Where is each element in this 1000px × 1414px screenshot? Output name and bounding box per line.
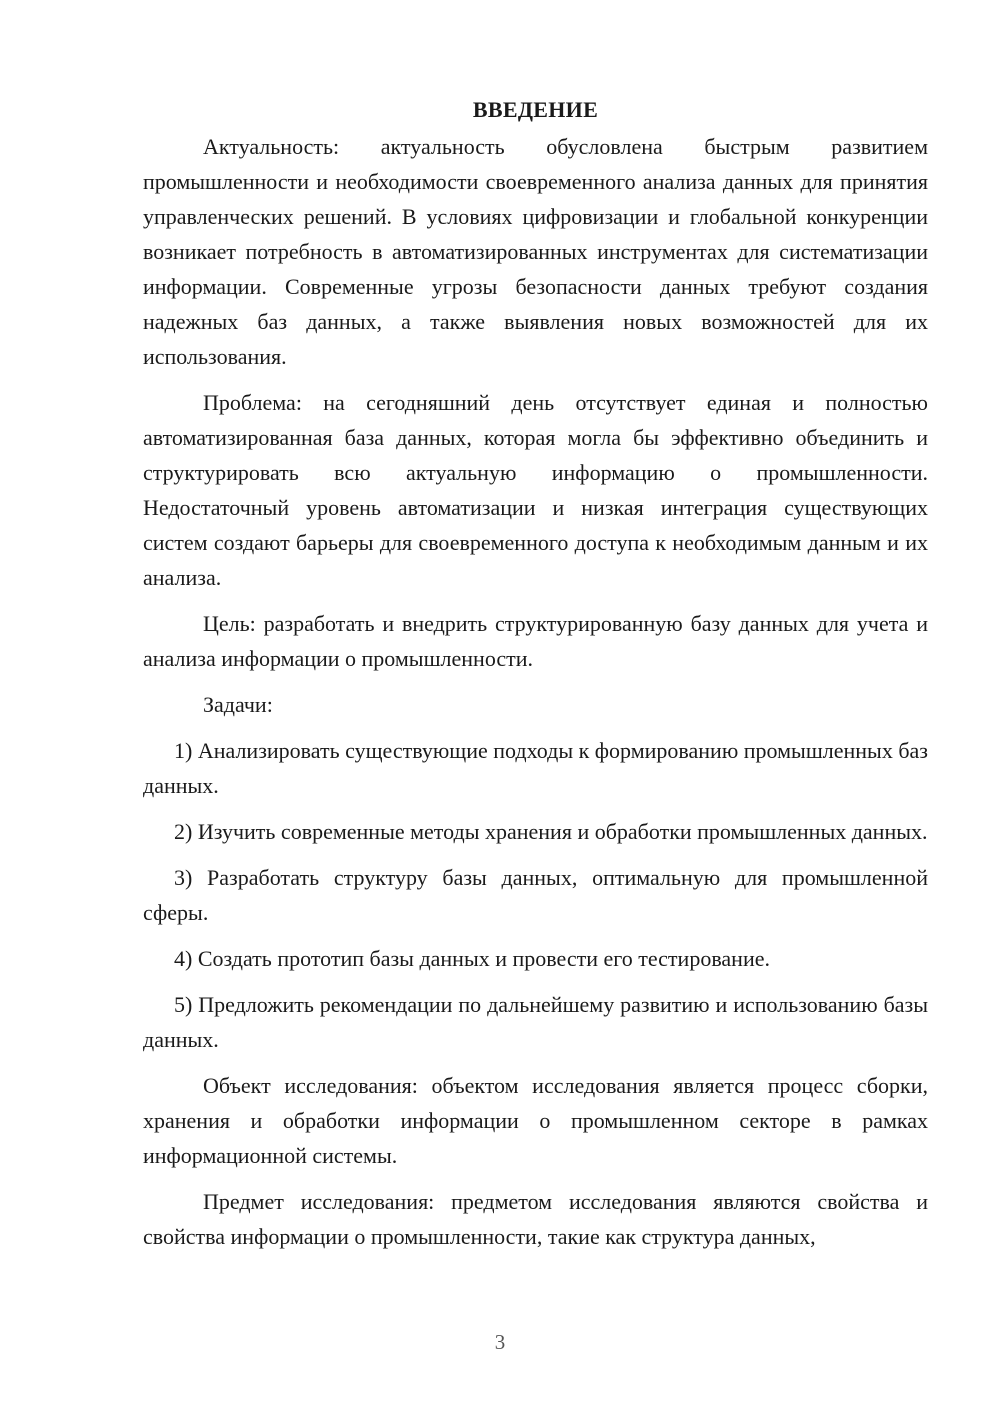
goal-paragraph: Цель: разработать и внедрить структурированную базу данных для учета и анализа информации о промышленности. [143, 611, 928, 671]
tasks-label: Задачи: [203, 692, 273, 717]
task-item-1: 1) Анализировать существующие подходы к формированию промышленных баз данных. [143, 738, 928, 798]
document-page [143, 92, 928, 1265]
subject-paragraph: Предмет исследования: предметом исследования являются свойства и свойства информации о промышленности, такие как структура данных, [143, 1189, 928, 1249]
task-item-2: 2) Изучить современные методы хранения и обработки промышленных данных. [174, 819, 928, 844]
page-number: 3 [494, 1330, 506, 1354]
task-item-4: 4) Создать прототип базы данных и провести его тестирование. [174, 946, 770, 971]
task-item-3: 3) Разработать структуру базы данных, оптимальную для промышленной сферы. [143, 865, 928, 925]
section-heading: ВВЕДЕНИЕ [472, 97, 599, 122]
problem-paragraph: Проблема: на сегодняшний день отсутствует единая и полностью автоматизированная база данных, которая могла бы эффективно объединить и структурировать всю актуальную информацию о промышленности. Недостаточный уровень автоматизации и низкая интеграция существующих систем создают барьеры для своевременного доступа к необходимым данным и их анализа. [143, 390, 928, 590]
relevance-paragraph: Актуальность: актуальность обусловлена быстрым развитием промышленности и необходимости своевременного анализа данных для принятия управленческих решений. В условиях цифровизации и глобальной конкуренции возникает потребность в автоматизированных инструментах для систематизации информации. Современные угрозы безопасности данных требуют создания надежных баз данных, а также выявления новых возможностей для их использования. [143, 134, 928, 369]
object-paragraph: Объект исследования: объектом исследования является процесс сборки, хранения и обработки информации о промышленном секторе в рамках информационной системы. [143, 1073, 928, 1168]
task-item-5: 5) Предложить рекомендации по дальнейшему развитию и использованию базы данных. [143, 992, 928, 1052]
